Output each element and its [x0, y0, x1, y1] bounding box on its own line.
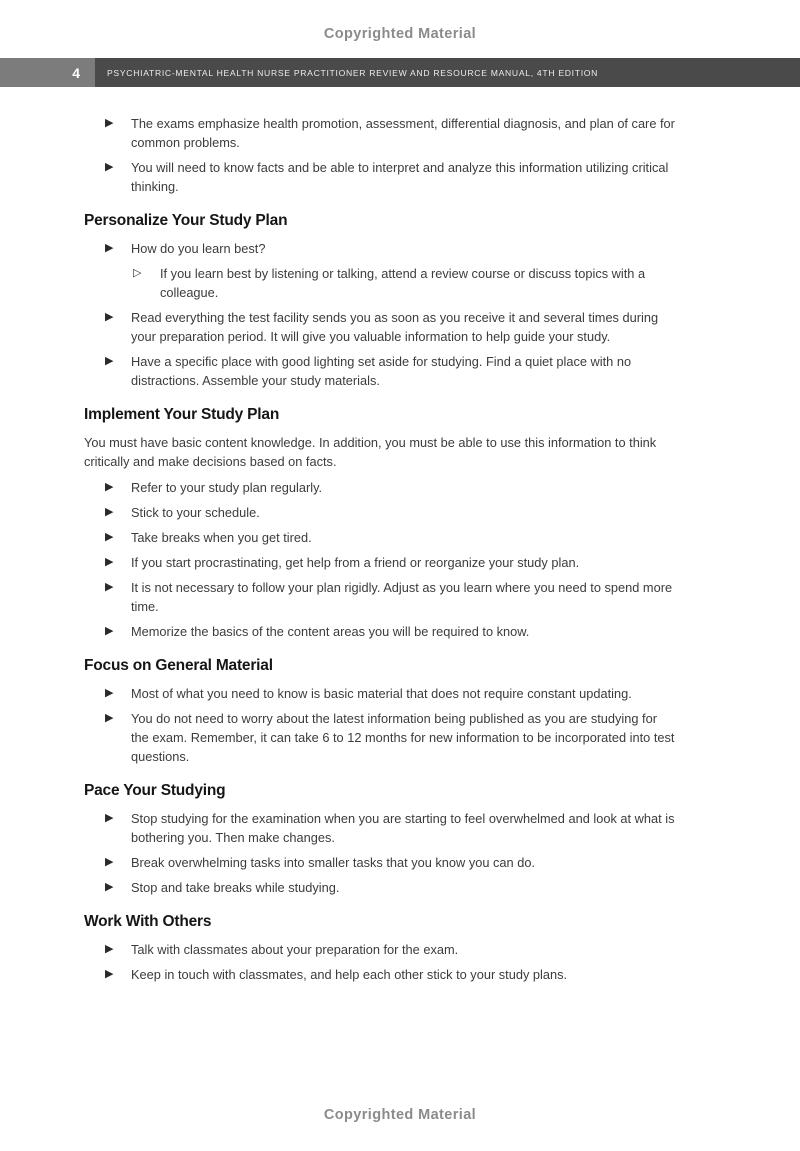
- list-item: [84, 965, 676, 984]
- bullet-list: [84, 809, 676, 897]
- list-item: [84, 684, 676, 703]
- list-item: [84, 478, 676, 497]
- bullet-icon: ▶: [105, 581, 114, 593]
- list-item-text: Most of what you need to know is basic material that does not require constant updating.: [131, 686, 632, 701]
- bullet-list: [84, 114, 676, 196]
- list-item: [84, 503, 676, 522]
- bullet-list: [84, 684, 676, 766]
- list-item: [84, 158, 676, 196]
- bullet-icon: ▶: [105, 481, 114, 493]
- list-item: [84, 528, 676, 547]
- copyright-header: Copyrighted Material: [323, 26, 477, 42]
- section-heading: Implement Your Study Plan: [84, 406, 280, 423]
- list-item-text: Memorize the basics of the content areas you will be required to know.: [131, 624, 530, 639]
- list-item: [84, 878, 676, 897]
- bullet-icon: ▶: [105, 242, 114, 254]
- bullet-icon: ▶: [105, 311, 114, 323]
- bullet-icon: ▶: [105, 968, 114, 980]
- list-item-text: Refer to your study plan regularly.: [131, 480, 323, 495]
- list-item: [84, 239, 676, 258]
- list-item: [84, 114, 676, 152]
- bullet-icon: ▶: [105, 531, 114, 543]
- list-item: [84, 622, 676, 641]
- running-header-bar: [0, 58, 800, 87]
- page-content: [84, 114, 716, 990]
- bullet-icon: ▶: [105, 856, 114, 868]
- bullet-icon: ▶: [105, 355, 114, 367]
- bullet-icon: ▶: [105, 881, 114, 893]
- section-heading: Pace Your Studying: [84, 782, 226, 799]
- list-item: [84, 308, 676, 346]
- bullet-icon: ▶: [105, 687, 114, 699]
- section-paragraph: You must have basic content knowledge. In addition, you must be able to use this information to think critically and make decisions based on facts.: [84, 435, 657, 469]
- list-item-text: You do not need to worry about the latest information being published as you are studying for the exam. Remember, it can take 6 to 12 months for new information to be incorporated into test questions.: [131, 711, 675, 764]
- list-item-text: Break overwhelming tasks into smaller tasks that you know you can do.: [131, 855, 536, 870]
- list-item-text: Stop studying for the examination when you are starting to feel overwhelmed and look at what is bothering you. Then make changes.: [131, 811, 675, 845]
- running-title: PSYCHIATRIC-MENTAL HEALTH NURSE PRACTITIONER REVIEW AND RESOURCE MANUAL, 4TH EDITION: [107, 67, 599, 78]
- sub-bullet-icon: ▷: [133, 267, 142, 279]
- bullet-icon: ▶: [105, 812, 114, 824]
- list-item: [84, 553, 676, 572]
- section-heading: Personalize Your Study Plan: [84, 212, 288, 229]
- section-heading: Focus on General Material: [84, 657, 273, 674]
- bullet-list: [84, 478, 676, 641]
- list-item-text: Take breaks when you get tired.: [131, 530, 312, 545]
- list-item-text: Have a specific place with good lighting set aside for studying. Find a quiet place with no distractions. Assemble your study materials.: [131, 354, 632, 388]
- list-item-text: How do you learn best?: [131, 241, 266, 256]
- list-item-text: Read everything the test facility sends you as soon as you receive it and several times during your preparation period. It will give you valuable information to help guide your study.: [131, 310, 659, 344]
- list-item: [84, 709, 676, 766]
- bullet-icon: ▶: [105, 712, 114, 724]
- bullet-icon: ▶: [105, 506, 114, 518]
- bullet-icon: ▶: [105, 161, 114, 173]
- list-item-text: Stick to your schedule.: [131, 505, 260, 520]
- sub-list-item: [84, 264, 676, 302]
- list-item: [84, 940, 676, 959]
- list-item-text: You will need to know facts and be able to interpret and analyze this information utilizing critical thinking.: [131, 160, 669, 194]
- bullet-list: [84, 940, 676, 984]
- bullet-icon: ▶: [105, 117, 114, 129]
- list-item-text: It is not necessary to follow your plan rigidly. Adjust as you learn where you need to spend more time.: [131, 580, 673, 614]
- section-heading: Work With Others: [84, 913, 212, 930]
- list-item-text: Stop and take breaks while studying.: [131, 880, 340, 895]
- list-item: [84, 578, 676, 616]
- list-item: [84, 809, 676, 847]
- list-item-text: If you learn best by listening or talking, attend a review course or discuss topics with a colleague.: [160, 266, 646, 300]
- list-item: [84, 853, 676, 872]
- copyright-footer: Copyrighted Material: [323, 1107, 477, 1123]
- page-number: 4: [0, 58, 95, 87]
- bullet-icon: ▶: [105, 943, 114, 955]
- list-item-text: The exams emphasize health promotion, assessment, differential diagnosis, and plan of care for common problems.: [131, 116, 675, 150]
- list-item-text: Keep in touch with classmates, and help each other stick to your study plans.: [131, 967, 568, 982]
- bullet-icon: ▶: [105, 556, 114, 568]
- list-item-text: Talk with classmates about your preparation for the exam.: [131, 942, 459, 957]
- bullet-list: [84, 239, 676, 390]
- list-item-text: If you start procrastinating, get help from a friend or reorganize your study plan.: [131, 555, 580, 570]
- bullet-icon: ▶: [105, 625, 114, 637]
- list-item: [84, 352, 676, 390]
